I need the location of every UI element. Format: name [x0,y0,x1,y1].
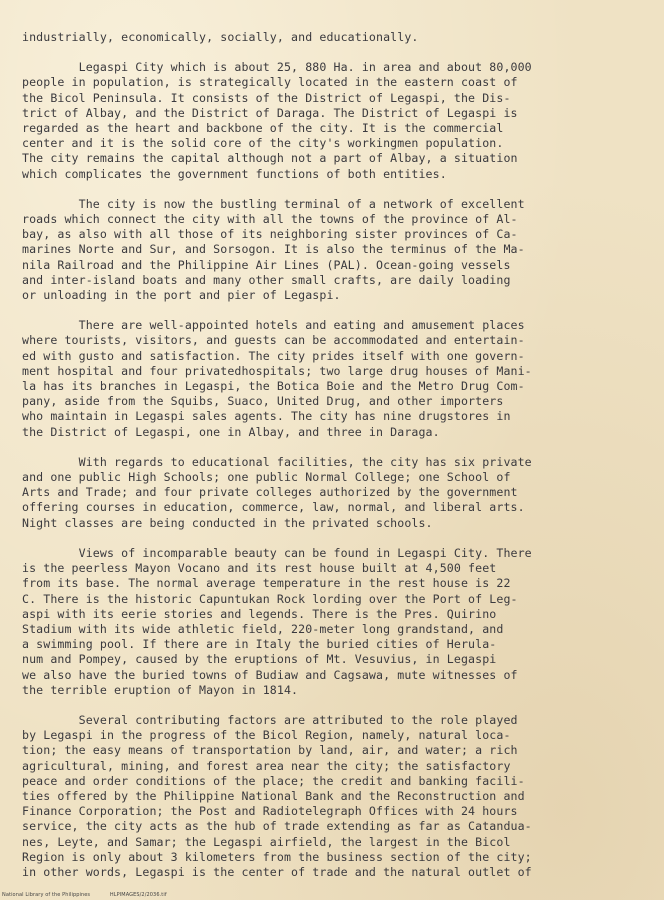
text-line: roads which connect the city with all the towns of the province of Al- [22,212,518,227]
paragraph [22,713,636,880]
paragraph [22,197,636,303]
text-line: the Bicol Peninsula. It consists of the District of Legaspi, the Dis- [22,90,511,105]
text-line: in other words, Legaspi is the center of trade and the natural outlet of [22,864,532,879]
text-line: we also have the buried towns of Budiaw and Cagsawa, mute witnesses of [22,667,518,682]
paragraph [22,318,636,440]
text-line: who maintain in Legaspi sales agents. The city has nine drugstores in [22,409,511,424]
text-line: the terrible eruption of Mayon in 1814. [22,682,299,697]
text-line: With regards to educational facilities, the city has six private [22,454,532,469]
text-line: ties offered by the Philippine National Bank and the Reconstruction and [22,788,525,803]
text-line: trict of Albay, and the District of Daraga. The District of Legaspi is [22,105,518,120]
text-line: ment hospital and four privatedhospitals; two large drug houses of Mani- [22,363,532,378]
text-line: people in population, is strategically located in the eastern coast of [22,75,518,90]
text-line: num and Pompey, caused by the eruptions of Mt. Vesuvius, in Legaspi [22,652,497,667]
text-line: Stadium with its wide athletic field, 220-meter long grandstand, and [22,621,504,636]
text-line: tion; the easy means of transportation by land, air, and water; a rich [22,743,518,758]
text-line: aspi with its eerie stories and legends. There is the Pres. Quirino [22,606,497,621]
text-line: which complicates the government functions of both entities. [22,166,447,181]
document-body [22,30,636,880]
text-line: The city is now the bustling terminal of a network of excellent [22,196,525,211]
text-line: peace and order conditions of the place; the credit and banking facili- [22,773,525,788]
text-line: and inter-island boats and many other small crafts, are daily loading [22,272,511,287]
text-line: There are well-appointed hotels and eating and amusement places [22,318,525,333]
text-line: marines Norte and Sur, and Sorsogon. It is also the terminus of the Ma- [22,242,525,257]
text-line: nila Railroad and the Philippine Air Lines (PAL). Ocean-going vessels [22,257,511,272]
text-line: the District of Legaspi, one in Albay, and three in Daraga. [22,424,440,439]
text-line: or unloading in the port and pier of Legaspi. [22,288,341,303]
paragraph [22,30,636,45]
text-line: where tourists, visitors, and guests can be accommodated and entertain- [22,333,525,348]
text-line: nes, Leyte, and Samar; the Legaspi airfield, the largest in the Bicol [22,834,511,849]
text-line: regarded as the heart and backbone of the city. It is the commercial [22,121,504,136]
text-line: service, the city acts as the hub of trade extending as far as Catandua- [22,819,532,834]
text-line: center and it is the solid core of the city's workingmen population. [22,136,504,151]
footer-reference: HLPIMAGES/2/2036.tif [109,892,167,898]
text-line: C. There is the historic Capuntukan Rock lording over the Port of Leg- [22,591,518,606]
text-line: pany, aside from the Squibs, Suaco, United Drug, and other importers [22,394,504,409]
text-line: agricultural, mining, and forest area near the city; the satisfactory [22,758,511,773]
text-line: from its base. The normal average temperature in the rest house is 22 [22,576,511,591]
archive-footer [0,892,664,898]
text-line: ed with gusto and satisfaction. The city prides itself with one govern- [22,348,525,363]
text-line: Several contributing factors are attributed to the role played [22,712,518,727]
footer-library: National Library of the Philippines [2,892,91,898]
paragraph [22,60,636,182]
text-line: Finance Corporation; the Post and Radiotelegraph Offices with 24 hours [22,804,518,819]
paragraph [22,546,636,698]
text-line: bay, as also with all those of its neighboring sister provinces of Ca- [22,227,518,242]
text-line: a swimming pool. If there are in Italy the buried cities of Herula- [22,637,497,652]
text-line: is the peerless Mayon Vocano and its rest house built at 4,500 feet [22,561,497,576]
text-line: Arts and Trade; and four private colleges authorized by the government [22,485,518,500]
text-line: industrially, economically, socially, and educationally. [22,30,419,44]
text-line: offering courses in education, commerce, law, normal, and liberal arts. [22,500,525,515]
text-line: Legaspi City which is about 25, 880 Ha. in area and about 80,000 [22,60,532,75]
text-line: Night classes are being conducted in the privated schools. [22,515,433,530]
text-line: Region is only about 3 kilometers from the business section of the city; [22,849,532,864]
paragraph [22,455,636,531]
text-line: by Legaspi in the progress of the Bicol Region, namely, natural loca- [22,728,511,743]
text-line: and one public High Schools; one public Normal College; one School of [22,470,511,485]
text-line: Views of incomparable beauty can be found in Legaspi City. There [22,545,532,560]
text-line: The city remains the capital although not a part of Albay, a situation [22,151,518,166]
text-line: la has its branches in Legaspi, the Botica Boie and the Metro Drug Com- [22,379,525,394]
